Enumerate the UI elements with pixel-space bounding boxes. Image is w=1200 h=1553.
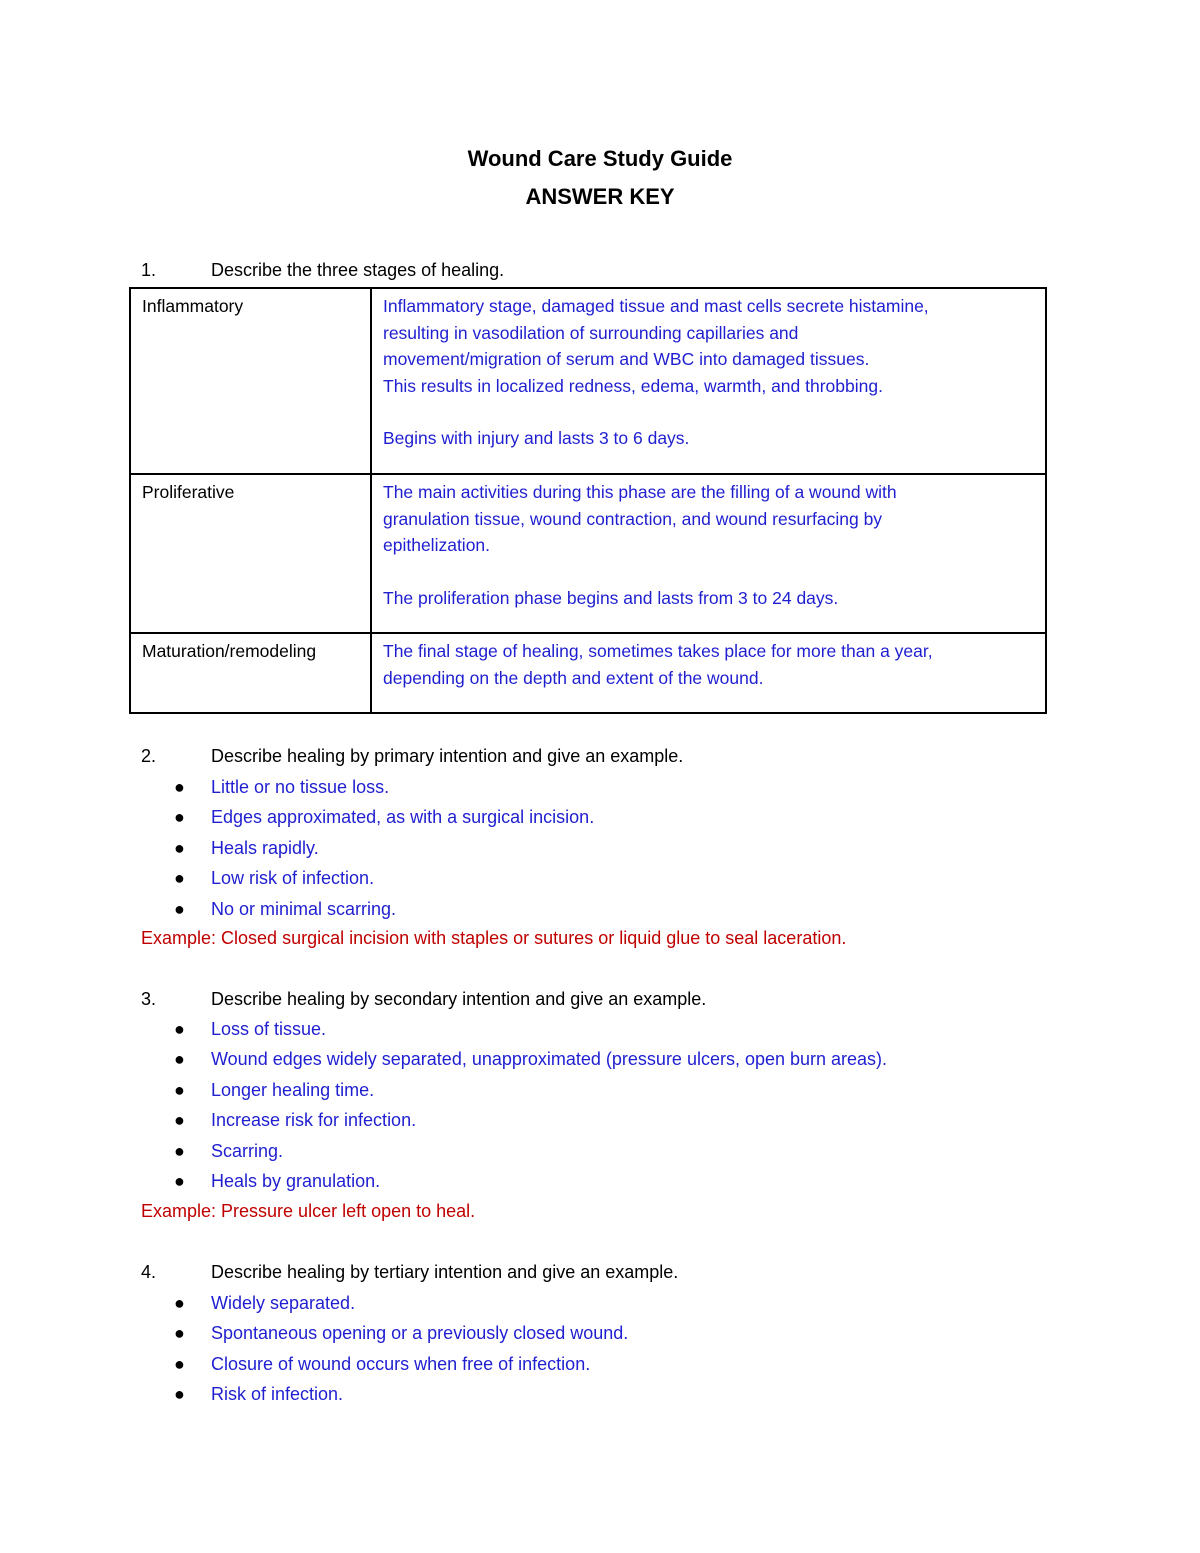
answer-text: Wound edges widely separated, unapproximated (pressure ulcers, open burn areas). bbox=[211, 1049, 888, 1070]
description-line: granulation tissue, wound contraction, and wound resurfacing by bbox=[383, 508, 883, 529]
description-line: Inflammatory stage, damaged tissue and mast cells secrete histamine, bbox=[383, 296, 929, 316]
bullet-dot-icon: ● bbox=[174, 1323, 185, 1344]
answer-text: Spontaneous opening or a previously closed wound. bbox=[211, 1323, 629, 1344]
answer-text: Heals by granulation. bbox=[211, 1170, 381, 1191]
spacer bbox=[383, 559, 1035, 585]
bullet-dot-icon: ● bbox=[174, 1019, 185, 1039]
answer-text: Closure of wound occurs when free of infection. bbox=[211, 1353, 591, 1374]
bullet-dot-icon: ● bbox=[174, 1110, 185, 1131]
list-item bbox=[0, 894, 594, 924]
question-2-answer-list bbox=[0, 772, 594, 924]
bullet-dot-icon: ● bbox=[174, 1140, 185, 1161]
stage-description-maturation bbox=[371, 633, 1046, 713]
list-item bbox=[0, 863, 594, 893]
list-item bbox=[0, 1318, 628, 1348]
description-line: This results in localized redness, edema, warmth, and throbbing. bbox=[383, 375, 883, 396]
stage-name-proliferative: Proliferative bbox=[130, 474, 371, 633]
list-item bbox=[0, 802, 594, 832]
document-subtitle: ANSWER KEY bbox=[525, 184, 675, 209]
bullet-dot-icon: ● bbox=[174, 1384, 185, 1405]
list-item bbox=[0, 1166, 887, 1196]
answer-text: Widely separated. bbox=[211, 1293, 356, 1313]
bullet-dot-icon: ● bbox=[174, 1049, 185, 1070]
table-row bbox=[130, 633, 1046, 713]
list-item bbox=[0, 1349, 628, 1379]
table-row bbox=[130, 474, 1046, 633]
duration-note: The proliferation phase begins and lasts from 3 to 24 days. bbox=[383, 587, 839, 608]
document-title: Wound Care Study Guide bbox=[467, 146, 733, 171]
question-3-text: Describe healing by secondary intention and give an example. bbox=[211, 989, 707, 1009]
duration-note: Begins with injury and lasts 3 to 6 days. bbox=[383, 428, 690, 448]
list-item bbox=[0, 1105, 887, 1135]
stage-description-proliferative bbox=[371, 474, 1046, 633]
answer-text: Heals rapidly. bbox=[211, 837, 319, 858]
answer-text: No or minimal scarring. bbox=[211, 898, 397, 919]
stage-name-maturation: Maturation/remodeling bbox=[130, 633, 371, 713]
list-item bbox=[0, 833, 594, 863]
bullet-dot-icon: ● bbox=[174, 807, 185, 828]
list-item bbox=[0, 1044, 887, 1074]
bullet-dot-icon: ● bbox=[174, 777, 185, 797]
question-2-example: Example: Closed surgical incision with staples or sutures or liquid glue to seal laceration. bbox=[141, 928, 847, 948]
bullet-dot-icon: ● bbox=[174, 837, 185, 858]
list-item bbox=[0, 1288, 628, 1318]
question-1-text: Describe the three stages of healing. bbox=[211, 260, 505, 280]
question-1-number: 1. bbox=[141, 260, 157, 280]
description-line: The main activities during this phase are the filling of a wound with bbox=[383, 482, 897, 502]
description-line: depending on the depth and extent of the wound. bbox=[383, 667, 764, 688]
list-item bbox=[0, 1014, 887, 1044]
bullet-dot-icon: ● bbox=[174, 1293, 185, 1313]
question-2-text: Describe healing by primary intention and give an example. bbox=[211, 746, 684, 766]
description-line: The final stage of healing, sometimes takes place for more than a year, bbox=[383, 641, 933, 661]
description-line: movement/migration of serum and WBC into damaged tissues. bbox=[383, 349, 870, 369]
answer-text: Loss of tissue. bbox=[211, 1019, 327, 1039]
list-item bbox=[0, 1075, 887, 1105]
question-3-example: Example: Pressure ulcer left open to heal. bbox=[141, 1201, 476, 1221]
answer-text: Scarring. bbox=[211, 1140, 284, 1161]
question-2-number: 2. bbox=[141, 746, 157, 766]
answer-text: Longer healing time. bbox=[211, 1079, 375, 1100]
bullet-dot-icon: ● bbox=[174, 1170, 185, 1191]
spacer bbox=[383, 399, 1035, 425]
bullet-dot-icon: ● bbox=[174, 868, 185, 889]
description-line: epithelization. bbox=[383, 535, 491, 555]
question-4-text: Describe healing by tertiary intention and give an example. bbox=[211, 1262, 679, 1282]
bullet-dot-icon: ● bbox=[174, 1079, 185, 1100]
bullet-dot-icon: ● bbox=[174, 1353, 185, 1374]
table-row bbox=[130, 288, 1046, 474]
stage-description-inflammatory bbox=[371, 288, 1046, 474]
question-4-number: 4. bbox=[141, 1262, 157, 1282]
question-4-answer-list bbox=[0, 1288, 628, 1410]
answer-text: Low risk of infection. bbox=[211, 868, 375, 889]
question-3-number: 3. bbox=[141, 989, 157, 1009]
answer-text: Edges approximated, as with a surgical incision. bbox=[211, 807, 595, 828]
answer-text: Risk of infection. bbox=[211, 1384, 344, 1405]
question-3-answer-list bbox=[0, 1014, 887, 1196]
stage-name-inflammatory: Inflammatory bbox=[130, 288, 371, 474]
list-item bbox=[0, 1379, 628, 1409]
healing-stages-table bbox=[129, 287, 1047, 714]
answer-text: Little or no tissue loss. bbox=[211, 777, 390, 797]
answer-text: Increase risk for infection. bbox=[211, 1110, 417, 1131]
description-line: resulting in vasodilation of surrounding capillaries and bbox=[383, 322, 799, 343]
list-item bbox=[0, 1136, 887, 1166]
bullet-dot-icon: ● bbox=[174, 898, 185, 919]
list-item bbox=[0, 772, 594, 802]
